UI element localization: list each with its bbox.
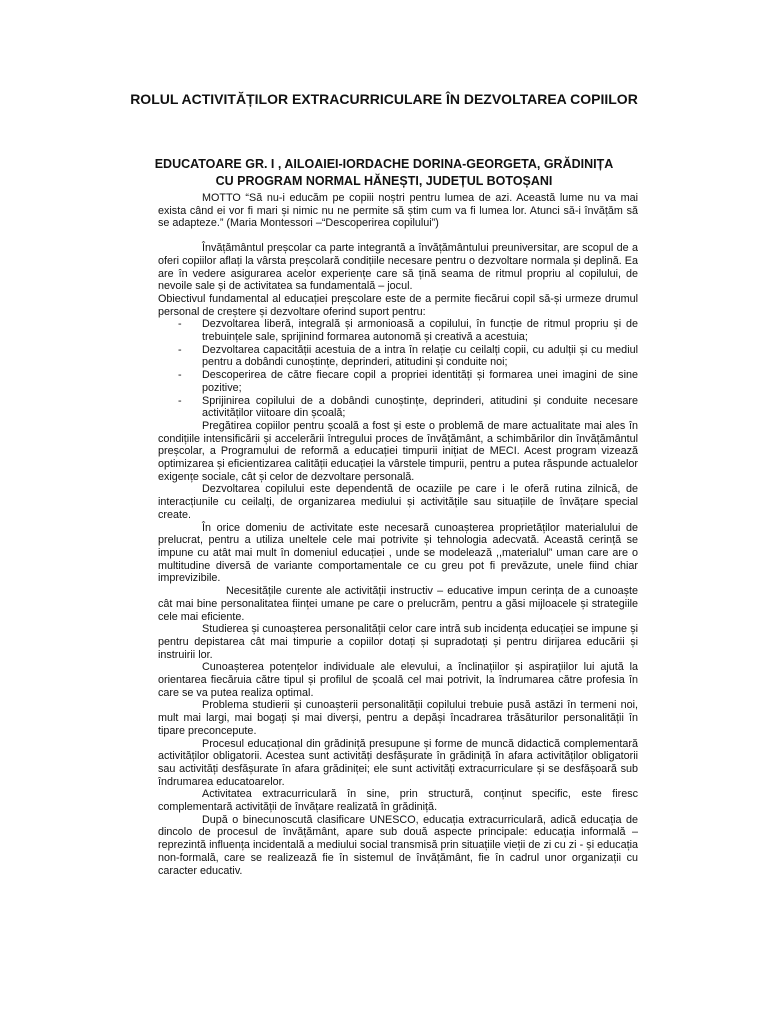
paragraph: Problema studierii și cunoașterii personalității copilului trebuie pusă astăzi în termeni noi, mult mai largi, mai bogați și mai diverși, pentru a depăși încadrarea trăsăturilor personalității în tipare preconcepute. bbox=[158, 699, 638, 737]
document-title: ROLUL ACTIVITĂȚILOR EXTRACURRICULARE ÎN DEZVOLTAREA COPIILOR bbox=[130, 91, 638, 107]
motto-paragraph: MOTTO “Să nu-i educăm pe copiii noștri pentru lumea de azi. Această lume nu va mai exista când ei vor fi mari și nimic nu ne permite să știm cum va fi lumea lor. Atunci să-i învățăm să se adapteze.” (Maria Montessori –“Descoperirea copilului”) bbox=[158, 192, 638, 230]
paragraph: Studierea și cunoașterea personalității celor care intră sub incidența educației se impune și pentru depistarea cât mai timpurie a copiilor dotați și supradotați și pentru dirijarea educării și instruirii lor. bbox=[158, 623, 638, 661]
intro-paragraph: Învățământul preșcolar ca parte integrantă a învățământului preuniversitar, are scopul de a oferi copiilor aflați la vârsta preșcolară condițiile necesare pentru o dezvoltare normala și deplină. Ea are în vedere asigurarea acelor experiențe care să țină seama de ritmul propriu al copilului, de nevoile sale și de activitatea sa fundamentală – jocul. bbox=[158, 242, 638, 293]
objective-paragraph: Obiectivul fundamental al educației preșcolare este de a permite fiecărui copil să-și urmeze drumul personal de creștere și dezvoltare oferind suport pentru: bbox=[158, 292, 638, 318]
document-body bbox=[158, 192, 638, 877]
author-line: EDUCATOARE GR. I , AILOAIEI-IORDACHE DORINA-GEORGETA, GRĂDINIȚA CU PROGRAM NORMAL HĂNEȘTI, JUDEȚUL BOTOȘANI bbox=[154, 157, 614, 188]
paragraph: În orice domeniu de activitate este necesară cunoașterea proprietăților materialului de prelucrat, pentru a utiliza uneltele cele mai potrivite și tehnologia adecvată. Această cerință se impune cu atât mai mult în domeniul educației , unde se modelează ,,materialul” uman care are o multitudine diversă de variante comportamentale ce cu greu pot fi prevăzute, unele fiind chiar imprevizibile. bbox=[158, 521, 638, 585]
paragraph: Activitatea extracurriculară în sine, prin structură, conținut specific, este firesc complementară activității de învățare realizată în grădiniță. bbox=[158, 788, 638, 814]
list-item: - Sprijinirea copilului de a dobândi cunoștințe, deprinderi, atitudini și conduite necesare activităților viitoare din școală; bbox=[158, 395, 638, 420]
paragraph: Cunoașterea potențelor individuale ale elevului, a înclinațiilor și aspirațiilor lui ajută la orientarea fiecăruia către tipul și profilul de școală cel mai potrivit, la îndrumarea către profesia în care se va putea realiza optimal. bbox=[158, 661, 638, 699]
paragraph: Procesul educațional din grădiniță presupune și forme de muncă didactică complementară activităților obligatorii. Acestea sunt activități desfășurate în grădiniță în afara activităților obligatorii sau activități desfășurate în afara grădiniței; ele sunt activități extracurriculare și se desfășoară sub îndrumarea educatoarelor. bbox=[158, 737, 638, 788]
objective-list bbox=[158, 318, 638, 420]
paragraph: Pregătirea copiilor pentru școală a fost și este o problemă de mare actualitate mai ales în condițiile intensificării și accelerării întregului proces de învățământ, a schimbărilor din învățământul preșcolar, a Programului de reformă a educației timpurii inițiat de MECI. Acest program vizează optimizarea și eficientizarea calității educației la vârstele timpurii, pentru a putea răspunde actualelor exigențe sociale, cât și celor de dezvoltare personală. bbox=[158, 419, 638, 483]
list-item: - Dezvoltarea liberă, integrală și armonioasă a copilului, în funcție de ritmul propriu și de trebuințele sale, sprijinind formarea autonomă și creativă a acestuia; bbox=[158, 318, 638, 343]
paragraph: Necesitățile curente ale activității instructiv – educative impun cerința de a cunoaște cât mai bine personalitatea ființei umane pe care o prelucrăm, pentru a găsi mijloacele și strategiile cele mai eficiente. bbox=[158, 585, 638, 623]
paragraph: Dezvoltarea copilului este dependentă de ocaziile pe care i le oferă rutina zilnică, de interacțiunile cu ceilalți, de organizarea mediului și activitățile sau situațiile de învățare special create. bbox=[158, 483, 638, 521]
paragraph: După o binecunoscută clasificare UNESCO, educația extracurriculară, adică educația de dincolo de procesul de învățământ, apare sub două aspecte principale: educația informală – reprezintă influența incidentală a mediului social transmisă prin situațiile vieții de zi cu zi - și educația non-formală, care se realizează fie în sistemul de învățământ, fie în cadrul unor organizații cu caracter educativ. bbox=[158, 813, 638, 877]
list-item: - Descoperirea de către fiecare copil a propriei identități și formarea unei imagini de sine pozitive; bbox=[158, 369, 638, 394]
list-item: - Dezvoltarea capacității acestuia de a intra în relație cu ceilalți copii, cu adulții și cu mediul pentru a dobândi cunoștințe, deprinderi, atitudini și conduite noi; bbox=[158, 344, 638, 369]
